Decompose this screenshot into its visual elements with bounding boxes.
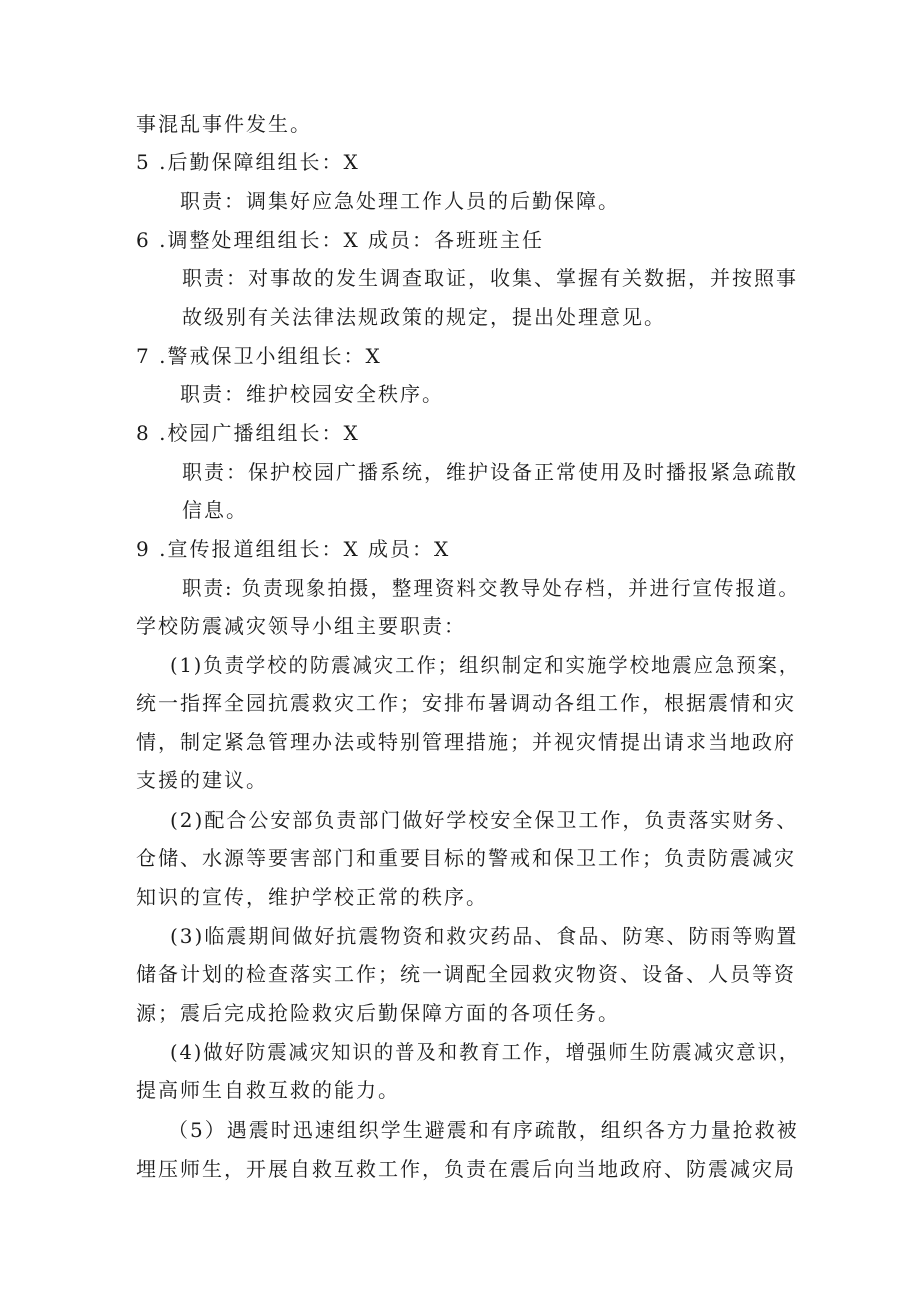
text-line: 源；震后完成抢险救灾后勤保障方面的各项任务。	[136, 1001, 620, 1025]
section-heading: 5 .后勤保障组组长：X	[136, 150, 360, 174]
text-line: (1)负责学校的防震减灾工作；组织制定和实施学校地震应急预案，	[170, 653, 801, 677]
section-heading: 8 .校园广播组组长：X	[136, 421, 360, 445]
text-line: (2)配合公安部负责部门做好学校安全保卫工作，负责落实财务、	[170, 808, 799, 832]
text-line: (4)做好防震减灾知识的普及和教育工作，增强师生防震减灾意识，	[170, 1040, 801, 1064]
text-line: 职责：调集好应急处理工作人员的后勤保障。	[180, 189, 620, 213]
text-line: 统一指挥全园抗震救灾工作；安排布暑调动各组工作，根据震情和灾	[136, 691, 796, 715]
text-line: （5）遇震时迅速组织学生避震和有序疏散，组织各方力量抢救被	[168, 1118, 799, 1142]
text-line: 储备计划的检查落实工作；统一调配全园救灾物资、设备、人员等资	[136, 962, 796, 986]
text-line: 职责: 负责现象拍摄，整理资料交教导处存档，并进行宣传报道。	[182, 576, 800, 600]
text-line: 职责：维护校园安全秩序。	[180, 382, 444, 406]
text-line: 职责：保护校园广播系统，维护设备正常使用及时播报紧急疏散	[182, 460, 798, 484]
text-line: (3)临震期间做好抗震物资和救灾药品、食品、防寒、防雨等购置	[170, 924, 799, 948]
text-line: 故级别有关法律法规政策的规定，提出处理意见。	[182, 305, 666, 329]
text-line: 埋压师生，开展自救互救工作，负责在震后向当地政府、防震减灾局	[136, 1157, 796, 1181]
text-line: 学校防震减灾领导小组主要职责：	[136, 614, 466, 638]
text-line: 事混乱事件发生。	[136, 112, 312, 136]
text-line: 信息。	[182, 498, 248, 522]
text-line: 知识的宣传，维护学校正常的秩序。	[136, 885, 488, 909]
text-line: 情，制定紧急管理办法或特别管理措施；并视灾情提出请求当地政府	[136, 730, 796, 754]
section-heading: 6 .调整处理组组长：X 成员：各班班主任	[136, 228, 545, 252]
section-heading: 7 .警戒保卫小组组长：X	[136, 344, 382, 368]
text-line: 支援的建议。	[136, 768, 268, 792]
text-line: 仓储、水源等要害部门和重要目标的警戒和保卫工作；负责防震减灾	[136, 846, 796, 870]
text-line: 职责：对事故的发生调查取证，收集、掌握有关数据，并按照事	[182, 266, 798, 290]
text-line: 提高师生自救互救的能力。	[136, 1078, 400, 1102]
section-heading: 9 .宣传报道组组长：X 成员：X	[136, 537, 451, 561]
